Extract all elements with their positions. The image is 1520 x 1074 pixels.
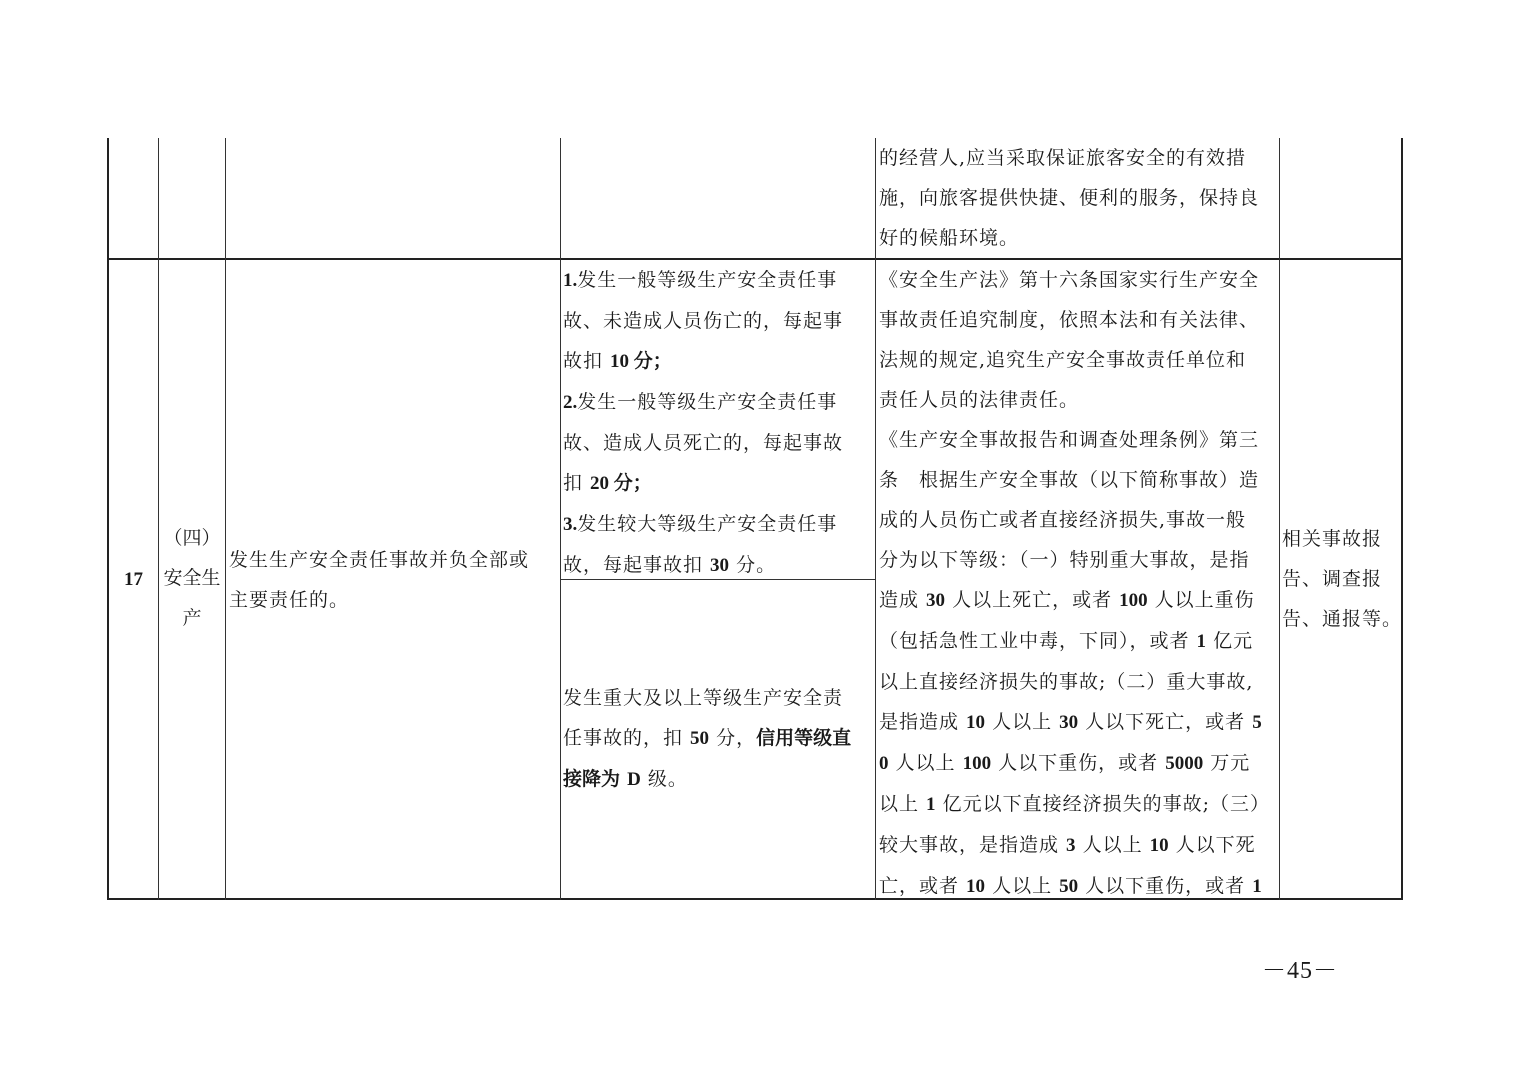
scoring-line: 故、造成人员死亡的，每起事故 bbox=[563, 432, 844, 454]
column-divider-2 bbox=[225, 138, 226, 900]
row-index-value: 17 bbox=[124, 569, 143, 590]
category-line: （四） bbox=[163, 527, 221, 549]
scoring-line: 故、未造成人员伤亡的，每起事 bbox=[563, 310, 844, 332]
scoring-line: 故，每起事故扣 30 分。 bbox=[563, 554, 777, 576]
basis-line: 0 人以上 100 人以下重伤，或者 5000 万元 bbox=[879, 752, 1251, 774]
basis-line: 好的候船环境。 bbox=[879, 227, 1020, 249]
table-left-border bbox=[107, 138, 109, 900]
row-index bbox=[109, 559, 158, 600]
basis-line: 法规的规定,追究生产安全事故责任单位和 bbox=[879, 349, 1247, 371]
scoring-line: 接降为 D 级。 bbox=[563, 768, 688, 790]
scoring-line: 1.发生一般等级生产安全责任事 bbox=[563, 269, 838, 291]
category-line: 安全生 bbox=[163, 567, 221, 589]
scoring-line: 2.发生一般等级生产安全责任事 bbox=[563, 391, 838, 413]
continued-legal-basis bbox=[879, 138, 1259, 258]
row-category bbox=[159, 518, 225, 638]
basis-line: 以上直接经济损失的事故;（二）重大事故, bbox=[879, 671, 1254, 693]
item-line: 主要责任的。 bbox=[229, 589, 350, 611]
scoring-line: 3.发生较大等级生产安全责任事 bbox=[563, 513, 838, 535]
column-divider-4 bbox=[875, 138, 876, 900]
column-divider-3 bbox=[560, 138, 561, 900]
basis-line: 施，向旅客提供快捷、便利的服务，保持良 bbox=[879, 187, 1260, 209]
basis-line: 是指造成 10 人以上 30 人以下死亡，或者 5 bbox=[879, 711, 1262, 733]
row-legal-basis bbox=[879, 260, 1270, 907]
scoring-line: 任事故的，扣 50 分，信用等级直 bbox=[563, 727, 852, 749]
basis-line: （包括急性工业中毒，下同），或者 1 亿元 bbox=[879, 630, 1254, 652]
evidence-line: 告、调查报 bbox=[1282, 568, 1383, 590]
page-number: －45－ bbox=[1262, 958, 1338, 984]
basis-line: 《安全生产法》第十六条国家实行生产安全 bbox=[879, 269, 1260, 291]
evidence-line: 相关事故报 bbox=[1282, 528, 1383, 550]
scoring-rules-general bbox=[563, 260, 843, 586]
basis-line: 亡，或者 10 人以上 50 人以下重伤，或者 1 bbox=[879, 875, 1262, 897]
scoring-rules-major bbox=[563, 678, 851, 800]
basis-line: 较大事故，是指造成 3 人以上 10 人以下死 bbox=[879, 834, 1256, 856]
basis-line: 成的人员伤亡或者直接经济损失,事故一般 bbox=[879, 509, 1247, 531]
column-divider-5 bbox=[1279, 138, 1280, 900]
row-evidence bbox=[1282, 519, 1402, 639]
basis-line: 的经营人,应当采取保证旅客安全的有效措 bbox=[879, 147, 1247, 169]
item-line: 发生生产安全责任事故并负全部或 bbox=[229, 549, 530, 571]
category-line: 产 bbox=[182, 607, 202, 629]
basis-line: 造成 30 人以上死亡，或者 100 人以上重伤 bbox=[879, 589, 1255, 611]
basis-line: 分为以下等级：（一）特别重大事故，是指 bbox=[879, 549, 1250, 571]
evidence-line: 告、通报等。 bbox=[1282, 608, 1403, 630]
basis-line: 条 根据生产安全事故（以下简称事故）造 bbox=[879, 469, 1260, 491]
basis-line: 以上 1 亿元以下直接经济损失的事故;（三） bbox=[879, 793, 1270, 815]
basis-line: 《生产安全事故报告和调查处理条例》第三 bbox=[879, 429, 1260, 451]
row-item-description bbox=[229, 540, 529, 620]
scoring-line: 扣 20 分； bbox=[563, 472, 652, 494]
basis-line: 事故责任追究制度，依照本法和有关法律、 bbox=[879, 309, 1260, 331]
scoring-line: 发生重大及以上等级生产安全责 bbox=[563, 687, 844, 709]
scoring-line: 故扣 10 分； bbox=[563, 350, 672, 372]
basis-line: 责任人员的法律责任。 bbox=[879, 389, 1080, 411]
